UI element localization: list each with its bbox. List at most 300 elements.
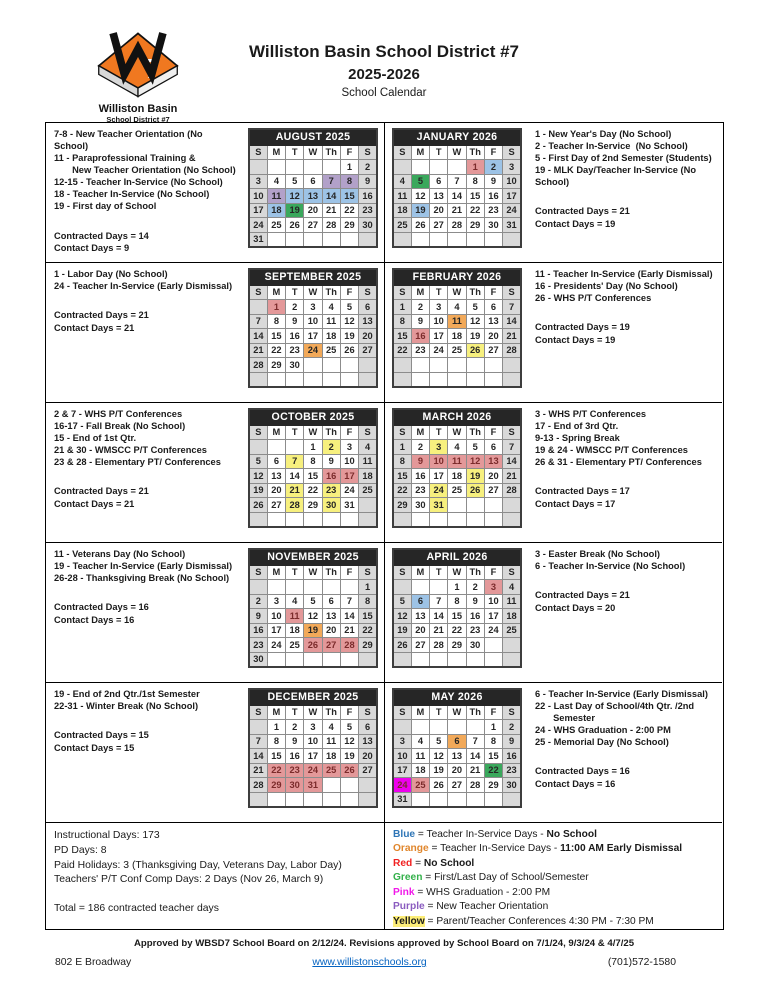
calendar-week-row [249, 792, 377, 807]
calendar-week-row [393, 189, 521, 204]
weekday-label: Th [466, 145, 484, 160]
month-title-row [249, 689, 377, 705]
note-line: 11 - Teacher In-Service (Early Dismissal) [535, 269, 713, 279]
day-cell: 16 [286, 329, 304, 344]
day-cell: 5 [286, 174, 304, 189]
day-cell: 3 [267, 594, 285, 609]
day-cell: 27 [304, 218, 322, 233]
contracted-days: Contracted Days = 16 [54, 602, 149, 613]
day-counts [54, 485, 238, 510]
calendar-week-row [249, 454, 377, 469]
note-line: 26 - WHS P/T Conferences [535, 293, 652, 304]
day-cell: 24 [393, 778, 411, 793]
note-line: 24 - Teacher In-Service (Early Dismissal) [54, 281, 233, 292]
day-cell: 16 [359, 189, 377, 204]
day-cell: 1 [448, 580, 466, 595]
note-line: 16-17 - Fall Break (No School) [54, 421, 186, 432]
day-cell: 1 [393, 440, 411, 455]
weekday-label: Th [322, 705, 340, 720]
calendar-week-row [393, 652, 521, 667]
day-cell: 7 [322, 174, 340, 189]
empty-day-cell [448, 792, 466, 807]
day-cell: 21 [430, 623, 448, 638]
day-cell: 3 [484, 580, 502, 595]
empty-day-cell [411, 358, 429, 373]
day-cell: 27 [448, 778, 466, 793]
month-calendar-november-2025 [242, 543, 384, 668]
day-cell: 18 [286, 623, 304, 638]
day-cell: 20 [304, 203, 322, 218]
weekday-row [393, 565, 521, 580]
empty-day-cell [267, 792, 285, 807]
day-cell: 10 [249, 189, 267, 204]
empty-day-cell [359, 498, 377, 513]
empty-day-cell [340, 232, 358, 247]
month-notes-february-2026 [527, 263, 722, 402]
empty-day-cell [267, 232, 285, 247]
empty-day-cell [304, 652, 322, 667]
page-footer [0, 930, 768, 968]
empty-day-cell [359, 372, 377, 387]
day-cell: 4 [503, 580, 521, 595]
summary-line [54, 888, 376, 902]
day-cell: 16 [411, 329, 429, 344]
weekday-row [393, 425, 521, 440]
day-cell: 9 [411, 454, 429, 469]
weekday-label: F [484, 145, 502, 160]
approval-note: Approved by WBSD7 School Board on 2/12/24. Revisions approved by School Board on 7/1/24, 9/3/24 & 4/7/25 [133, 938, 635, 949]
day-cell: 13 [359, 734, 377, 749]
calendar-week-row [393, 638, 521, 653]
calendar-week-row [393, 512, 521, 527]
day-cell: 12 [411, 189, 429, 204]
empty-day-cell [359, 232, 377, 247]
day-cell: 22 [393, 343, 411, 358]
day-cell: 21 [466, 763, 484, 778]
calendar-table [248, 408, 378, 528]
day-cell: 14 [448, 189, 466, 204]
day-cell: 20 [411, 623, 429, 638]
empty-day-cell [359, 778, 377, 793]
contact-days: Contact Days = 19 [535, 218, 616, 229]
page-title: Williston Basin School District #7 [248, 42, 519, 61]
note-line: 5 - First Day of 2nd Semester (Students) [535, 153, 712, 164]
weekday-label: W [304, 425, 322, 440]
day-cell: 4 [448, 300, 466, 315]
day-cell: 28 [249, 358, 267, 373]
day-cell: 23 [286, 763, 304, 778]
weekday-label: W [448, 285, 466, 300]
calendar-week-row [393, 749, 521, 764]
calendar-week-row [249, 203, 377, 218]
empty-day-cell [466, 372, 484, 387]
day-cell: 7 [286, 454, 304, 469]
empty-day-cell [340, 580, 358, 595]
calendar-week-row [249, 763, 377, 778]
day-cell: 7 [340, 594, 358, 609]
day-cell: 25 [267, 218, 285, 233]
weekday-label: Th [322, 425, 340, 440]
day-cell: 24 [430, 483, 448, 498]
note-line: 1 - Labor Day (No School) [54, 269, 168, 279]
empty-day-cell [484, 638, 502, 653]
weekday-label: S [503, 425, 521, 440]
calendar-week-row [249, 160, 377, 175]
calendar-week-row [393, 372, 521, 387]
day-cell: 22 [340, 203, 358, 218]
weekday-label: Th [466, 285, 484, 300]
day-cell: 12 [466, 454, 484, 469]
empty-day-cell [484, 512, 502, 527]
summary-legend-row [46, 823, 723, 929]
day-cell: 10 [304, 314, 322, 329]
day-cell: 12 [430, 749, 448, 764]
day-cell: 25 [411, 778, 429, 793]
weekday-label: S [249, 145, 267, 160]
day-cell: 11 [322, 734, 340, 749]
calendar-week-row [249, 372, 377, 387]
empty-day-cell [322, 160, 340, 175]
day-cell: 9 [411, 314, 429, 329]
empty-day-cell [484, 792, 502, 807]
day-cell: 30 [286, 778, 304, 793]
month-calendar-october-2025 [242, 403, 384, 528]
day-cell: 16 [286, 749, 304, 764]
empty-day-cell [393, 580, 411, 595]
calendar-week-row [393, 454, 521, 469]
day-cell: 2 [286, 300, 304, 315]
day-cell: 19 [340, 329, 358, 344]
day-cell: 2 [322, 440, 340, 455]
note-line: 1 - New Year's Day (No School) [535, 129, 672, 139]
empty-day-cell [448, 232, 466, 247]
month-section-april-2026 [385, 543, 722, 683]
note-line: 15 - End of 1st Qtr. [54, 433, 137, 444]
empty-day-cell [430, 512, 448, 527]
weekday-row [249, 145, 377, 160]
day-cell: 7 [503, 440, 521, 455]
empty-day-cell [448, 652, 466, 667]
day-counts [54, 230, 238, 255]
weekday-label: S [359, 285, 377, 300]
day-cell: 11 [448, 314, 466, 329]
weekday-label: M [267, 145, 285, 160]
contracted-days: Contracted Days = 19 [535, 322, 630, 333]
empty-day-cell [448, 160, 466, 175]
day-cell: 20 [267, 483, 285, 498]
day-cell: 12 [286, 189, 304, 204]
day-cell: 23 [411, 343, 429, 358]
day-cell: 21 [503, 329, 521, 344]
day-cell: 11 [267, 189, 285, 204]
note-line: 21 & 30 - WMSCC P/T Conferences [54, 445, 207, 456]
empty-day-cell [322, 358, 340, 373]
day-cell: 5 [466, 300, 484, 315]
empty-day-cell [503, 792, 521, 807]
calendar-week-row [249, 343, 377, 358]
logo-subtext: School District #7 [106, 115, 170, 124]
empty-day-cell [359, 358, 377, 373]
day-cell: 20 [322, 623, 340, 638]
weekday-label: F [484, 425, 502, 440]
empty-day-cell [430, 160, 448, 175]
month-notes-april-2026 [527, 543, 722, 682]
note-line: 22 - Last Day of School/4th Qtr. /2nd [535, 701, 695, 712]
calendar-week-row [393, 483, 521, 498]
day-cell: 11 [448, 454, 466, 469]
day-cell: 6 [448, 734, 466, 749]
day-cell: 11 [393, 189, 411, 204]
empty-day-cell [393, 358, 411, 373]
day-cell: 22 [359, 623, 377, 638]
empty-day-cell [466, 498, 484, 513]
day-cell: 4 [286, 594, 304, 609]
empty-day-cell [267, 580, 285, 595]
note-line: 9-13 - Spring Break [535, 433, 620, 444]
weekday-label: M [411, 145, 429, 160]
day-cell: 1 [466, 160, 484, 175]
empty-day-cell [411, 512, 429, 527]
note-line: 23 & 28 - Elementary PT/ Conferences [54, 457, 221, 468]
day-cell: 24 [340, 483, 358, 498]
weekday-label: W [448, 145, 466, 160]
weekday-label: M [411, 285, 429, 300]
day-cell: 18 [411, 763, 429, 778]
day-cell: 5 [304, 594, 322, 609]
empty-day-cell [304, 372, 322, 387]
day-cell: 31 [503, 218, 521, 233]
calendar-week-row [249, 483, 377, 498]
day-cell: 3 [304, 300, 322, 315]
empty-day-cell [448, 498, 466, 513]
empty-day-cell [503, 638, 521, 653]
day-counts [535, 321, 718, 346]
empty-day-cell [466, 232, 484, 247]
day-cell: 9 [466, 594, 484, 609]
contracted-days: Contracted Days = 14 [54, 230, 149, 241]
day-cell: 13 [359, 314, 377, 329]
legend-item [393, 828, 714, 842]
empty-day-cell [393, 720, 411, 735]
day-cell: 20 [448, 763, 466, 778]
empty-day-cell [393, 652, 411, 667]
month-title-row [249, 129, 377, 145]
weekday-label: F [484, 565, 502, 580]
empty-day-cell [267, 512, 285, 527]
calendar-week-row [393, 358, 521, 373]
contact-days: Contact Days = 20 [535, 602, 616, 613]
calendar-week-row [393, 792, 521, 807]
day-cell: 19 [393, 623, 411, 638]
day-cell: 10 [340, 454, 358, 469]
empty-day-cell [448, 372, 466, 387]
day-cell: 23 [249, 638, 267, 653]
legend-text: = Teacher In-Service Days - [415, 829, 547, 840]
calendar-week-row [249, 440, 377, 455]
day-cell: 27 [484, 343, 502, 358]
day-counts [54, 729, 238, 754]
day-cell: 20 [484, 469, 502, 484]
contracted-days: Contracted Days = 15 [54, 730, 149, 741]
day-cell: 6 [411, 594, 429, 609]
day-cell: 15 [393, 329, 411, 344]
calendar-week-row [249, 329, 377, 344]
day-cell: 5 [249, 454, 267, 469]
empty-day-cell [267, 372, 285, 387]
day-cell: 4 [322, 300, 340, 315]
empty-day-cell [411, 160, 429, 175]
legend-item [393, 871, 714, 885]
day-cell: 25 [503, 623, 521, 638]
day-cell: 20 [359, 749, 377, 764]
calendar-week-row [249, 232, 377, 247]
weekday-label: M [411, 705, 429, 720]
day-cell: 21 [322, 203, 340, 218]
legend-color-word: Green [393, 872, 423, 884]
day-cell: 17 [304, 749, 322, 764]
weekday-row [393, 705, 521, 720]
contact-days: Contact Days = 16 [535, 778, 616, 789]
day-cell: 8 [359, 594, 377, 609]
day-cell: 18 [503, 609, 521, 624]
day-cell: 15 [340, 189, 358, 204]
day-cell: 22 [267, 763, 285, 778]
weekday-row [393, 145, 521, 160]
day-cell: 7 [503, 300, 521, 315]
month-calendar-january-2026 [385, 123, 527, 248]
empty-day-cell [286, 440, 304, 455]
calendar-table [392, 408, 522, 528]
day-cell: 2 [466, 580, 484, 595]
day-cell: 5 [340, 720, 358, 735]
calendar-week-row [249, 734, 377, 749]
day-counts [535, 589, 718, 614]
legend-item [393, 886, 714, 900]
day-cell: 24 [249, 218, 267, 233]
day-cell: 25 [286, 638, 304, 653]
weekday-label: S [393, 565, 411, 580]
day-cell: 29 [267, 358, 285, 373]
legend-text: = First/Last Day of School/Semester [422, 872, 589, 884]
day-cell: 22 [466, 203, 484, 218]
day-cell: 23 [359, 203, 377, 218]
empty-day-cell [503, 512, 521, 527]
day-cell: 11 [359, 454, 377, 469]
day-cell: 9 [503, 734, 521, 749]
empty-day-cell [340, 778, 358, 793]
day-cell: 16 [503, 749, 521, 764]
contracted-days: Contracted Days = 21 [535, 590, 630, 601]
page-header [0, 0, 768, 122]
day-cell: 2 [249, 594, 267, 609]
day-cell: 29 [267, 778, 285, 793]
day-cell: 9 [484, 174, 502, 189]
day-cell: 18 [393, 203, 411, 218]
district-website-link[interactable]: www.willistonschools.org [312, 957, 427, 968]
empty-day-cell [393, 160, 411, 175]
day-cell: 10 [267, 609, 285, 624]
day-cell: 22 [267, 343, 285, 358]
day-cell: 28 [503, 483, 521, 498]
calendar-week-row [249, 314, 377, 329]
month-calendar-february-2026 [385, 263, 527, 388]
calendar-table [248, 128, 378, 248]
day-cell: 19 [430, 763, 448, 778]
weekday-label: T [286, 425, 304, 440]
legend-color-word: Pink [393, 886, 415, 898]
empty-day-cell [411, 720, 429, 735]
day-cell: 5 [393, 594, 411, 609]
calendar-table [248, 268, 378, 388]
district-phone: (701)572-1580 [607, 957, 676, 968]
calendar-week-row [393, 469, 521, 484]
color-legend [385, 823, 722, 929]
weekday-label: M [411, 425, 429, 440]
day-cell: 18 [267, 203, 285, 218]
weekday-row [249, 285, 377, 300]
calendar-week-row [393, 232, 521, 247]
day-counts [535, 485, 718, 510]
day-cell: 31 [249, 232, 267, 247]
empty-day-cell [430, 652, 448, 667]
day-cell: 28 [448, 218, 466, 233]
months-grid [46, 123, 723, 823]
day-cell: 10 [304, 734, 322, 749]
day-cell: 29 [340, 218, 358, 233]
day-cell: 22 [304, 483, 322, 498]
day-cell: 29 [448, 638, 466, 653]
empty-day-cell [286, 580, 304, 595]
logo-text: Williston Basin [98, 103, 178, 115]
note-line: 24 - WHS Graduation - 2:00 PM [535, 725, 671, 736]
calendar-week-row [249, 189, 377, 204]
summary-line: Teachers' P/T Conf Comp Days: 2 Days (Nov 26, March 9) [54, 874, 324, 886]
weekday-label: T [286, 565, 304, 580]
day-cell: 21 [340, 623, 358, 638]
day-cell: 15 [484, 749, 502, 764]
day-cell: 23 [466, 623, 484, 638]
day-cell: 17 [340, 469, 358, 484]
note-line: 11 - Paraprofessional Training & [54, 153, 196, 164]
note-line: 19 - Teacher In-Service (Early Dismissal) [54, 561, 233, 572]
day-cell: 8 [340, 174, 358, 189]
calendar-week-row [393, 778, 521, 793]
day-cell: 3 [249, 174, 267, 189]
month-calendar-september-2025 [242, 263, 384, 388]
calendar-week-row [249, 720, 377, 735]
month-notes-may-2026 [527, 683, 722, 822]
month-title: FEBRUARY 2026 [393, 269, 521, 285]
day-cell: 4 [359, 440, 377, 455]
empty-day-cell [359, 652, 377, 667]
day-cell: 26 [340, 763, 358, 778]
day-cell: 12 [466, 314, 484, 329]
day-counts [54, 309, 238, 334]
day-cell: 27 [267, 498, 285, 513]
calendar-week-row [249, 749, 377, 764]
day-cell: 14 [466, 749, 484, 764]
legend-text: = New Teacher Orientation [424, 901, 549, 913]
day-cell: 20 [430, 203, 448, 218]
calendar-table [248, 688, 378, 808]
day-cell: 13 [411, 609, 429, 624]
day-cell: 16 [484, 189, 502, 204]
empty-day-cell [322, 512, 340, 527]
day-cell: 7 [430, 594, 448, 609]
empty-day-cell [286, 160, 304, 175]
empty-day-cell [411, 232, 429, 247]
calendar-week-row [249, 469, 377, 484]
